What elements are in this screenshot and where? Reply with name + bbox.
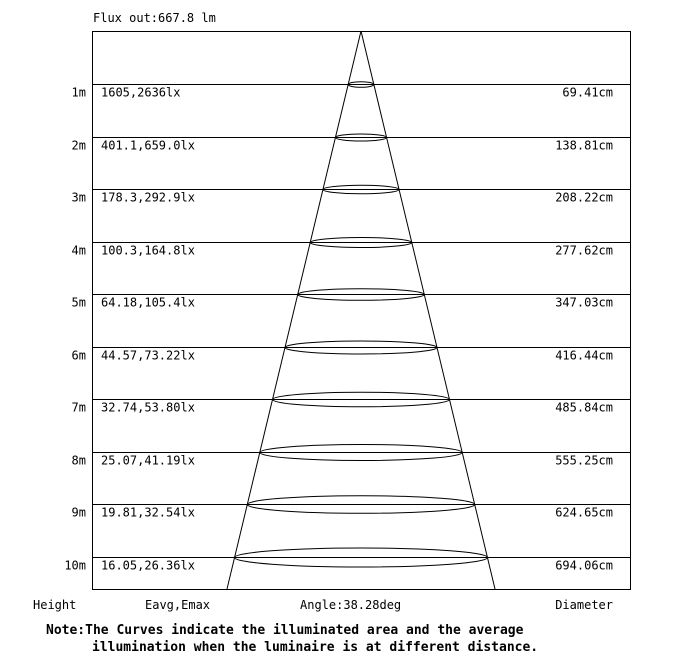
row-diameter-label: 624.65cm <box>555 505 613 520</box>
row-illuminance-label: 16.05,26.36lx <box>101 558 195 573</box>
row-illuminance-label: 25.07,41.19lx <box>101 453 195 468</box>
diameter-column-label: Diameter <box>555 598 613 612</box>
row-illuminance-label: 44.57,73.22lx <box>101 348 195 363</box>
cone-right-edge <box>361 31 495 589</box>
note-line-1: Note:The Curves indicate the illuminated area and the average <box>46 623 524 638</box>
note-line-2: illumination when the luminaire is at different distance. <box>92 640 539 655</box>
row-height-label: 1m <box>71 85 86 100</box>
row-height-label: 4m <box>71 243 86 258</box>
row-height-label: 10m <box>64 558 86 573</box>
illuminance-column-label: Eavg,Emax <box>145 598 211 612</box>
row-diameter-label: 485.84cm <box>555 400 613 415</box>
row-diameter-label: 138.81cm <box>555 138 613 153</box>
beam-cone <box>227 31 495 589</box>
row-lines <box>93 85 631 558</box>
row-illuminance-label: 19.81,32.54lx <box>101 505 195 520</box>
row-diameter-label: 555.25cm <box>555 453 613 468</box>
row-diameter-label: 208.22cm <box>555 190 613 205</box>
row-illuminance-label: 178.3,292.9lx <box>101 190 195 205</box>
beam-ellipses <box>235 82 488 567</box>
cone-left-edge <box>227 31 361 589</box>
row-illuminance-label: 401.1,659.0lx <box>101 138 195 153</box>
row-diameter-label: 69.41cm <box>562 85 613 100</box>
flux-label: Flux out:667.8 lm <box>93 11 216 25</box>
row-height-label: 3m <box>71 190 86 205</box>
row-labels <box>64 86 613 573</box>
row-diameter-label: 347.03cm <box>555 295 613 310</box>
row-height-label: 8m <box>71 453 86 468</box>
row-height-label: 6m <box>71 348 86 363</box>
beam-angle-label: Angle:38.28deg <box>300 598 402 612</box>
row-illuminance-label: 64.18,105.4lx <box>101 295 195 310</box>
row-height-label: 2m <box>71 138 86 153</box>
height-column-label: Height <box>33 598 77 612</box>
row-height-label: 5m <box>71 295 86 310</box>
row-illuminance-label: 32.74,53.80lx <box>101 400 195 415</box>
row-height-label: 7m <box>71 400 86 415</box>
row-illuminance-label: 1605,2636lx <box>101 85 181 100</box>
row-diameter-label: 416.44cm <box>555 348 613 363</box>
row-illuminance-label: 100.3,164.8lx <box>101 243 195 258</box>
row-diameter-label: 694.06cm <box>555 558 613 573</box>
row-diameter-label: 277.62cm <box>555 243 613 258</box>
row-height-label: 9m <box>71 505 86 520</box>
